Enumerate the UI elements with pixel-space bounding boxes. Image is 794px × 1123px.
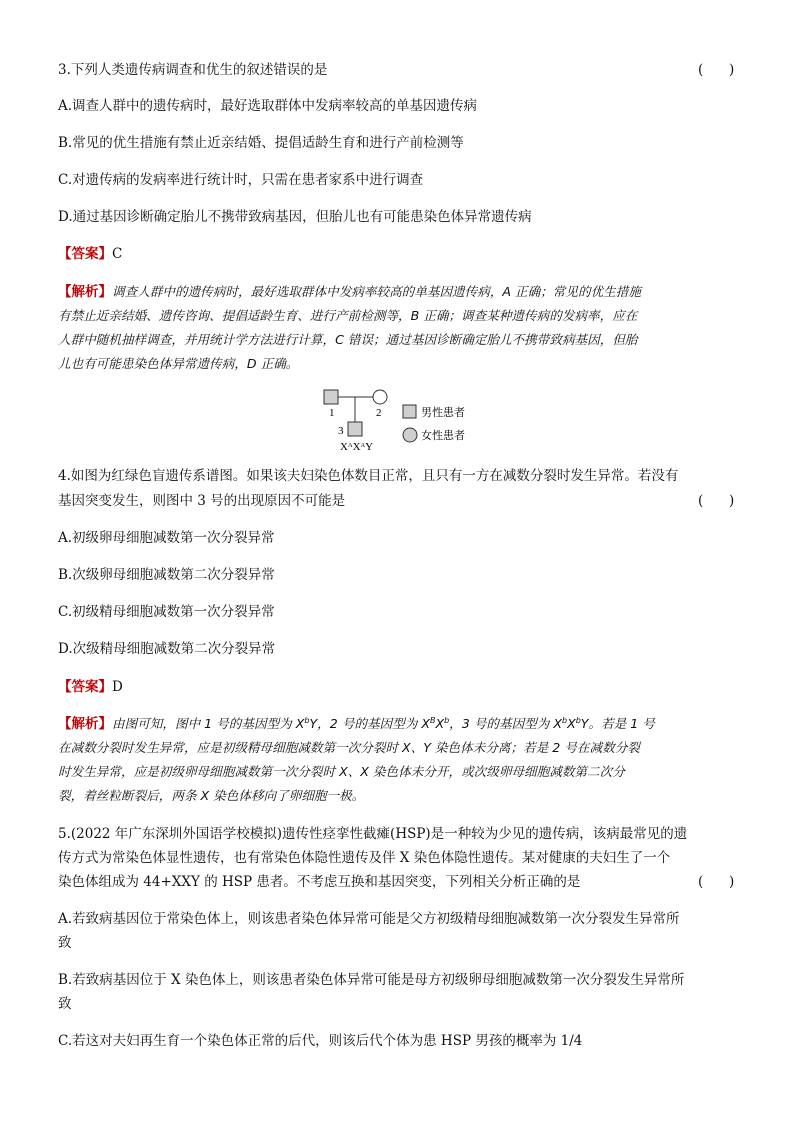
legend-female-symbol (403, 428, 417, 442)
legend-female-label: 女性患者 (421, 430, 465, 442)
q5-option-a-line-1: A.若致病基因位于常染色体上，则该患者染色体异常可能是父方初级精母细胞减数第一次分裂发生异常所 (58, 911, 680, 927)
pedigree-diagram (320, 386, 480, 456)
q4-stem-line-2: 基因突变发生，则图中 3 号的出现原因不可能是 (58, 493, 346, 509)
pedigree-label-2: 2 (376, 407, 382, 419)
q4-explanation-line-1: 【解析】由图可知，图中 1 号的基因型为 $X^bY$，2 号的基因型为 $X^BX^b$，3 号的基因型为 $X^bX^bY$。若是 1 号 (58, 715, 655, 732)
legend-male-label: 男性患者 (421, 407, 465, 419)
q3-explanation-line-4: 儿也有可能患染色体异常遗传病，D 正确。 (58, 356, 299, 371)
q3-answer-bracket: ( ) (698, 62, 735, 78)
q4-stem-line-1: 4.如图为红绿色盲遗传系谱图。如果该夫妇染色体数目正常，且只有一方在减数分裂时发生异常。若没有 (58, 468, 679, 484)
q4-option-b: B.次级卵母细胞减数第二次分裂异常 (58, 567, 275, 583)
q4-answer (58, 677, 123, 697)
answer-label: 【答案】 (58, 679, 112, 695)
q5-option-c: C.若这对夫妇再生育一个染色体正常的后代，则该后代个体为患 HSP 男孩的概率为 1/4 (58, 1033, 583, 1049)
q5-option-a-line-2: 致 (58, 935, 72, 951)
q3-option-c: C.对遗传病的发病率进行统计时，只需在患者家系中进行调查 (58, 172, 424, 188)
q5-stem-line-3: 染色体组成为 44+XXY 的 HSP 患者。不考虑互换和基因突变，下列相关分析正确的是 (58, 874, 581, 890)
male-patient-3-symbol (348, 422, 362, 436)
q5-stem-line-1: 5.(2022 年广东深圳外国语学校模拟)遗传性痉挛性截瘫(HSP)是一种较为少见的遗传病，该病最常见的遗 (58, 826, 688, 842)
pedigree-label-3: 3 (338, 425, 344, 437)
female-2-symbol (373, 390, 387, 404)
q4-explanation-line-4: 裂，着丝粒断裂后，两条 X 染色体移向了卵细胞一极。 (58, 788, 365, 803)
q5-stem-line-2: 传方式为常染色体显性遗传，也有常染色体隐性遗传及伴 X 染色体隐性遗传。某对健康的夫妇生了一个 (58, 850, 671, 866)
q5-answer-bracket: ( ) (698, 874, 735, 890)
q3-option-a: A.调查人群中的遗传病时，最好选取群体中发病率较高的单基因遗传病 (58, 98, 478, 114)
q4-option-d: D.次级精母细胞减数第二次分裂异常 (58, 641, 276, 657)
q3-option-b: B.常见的优生措施有禁止近亲结婚、提倡适龄生育和进行产前检测等 (58, 135, 464, 151)
q3-answer (58, 244, 122, 264)
q5-option-b-line-1: B.若致病基因位于 X 染色体上，则该患者染色体异常可能是母方初级卵母细胞减数第一次分裂发生异常所 (58, 972, 685, 988)
q3-explanation-line-2: 有禁止近亲结婚、遗传咨询、提倡适龄生育、进行产前检测等，B 正确；调查某种遗传病的发病率，应在 (58, 308, 638, 323)
q3-explanation-line-1: 【解析】调查人群中的遗传病时，最好选取群体中发病率较高的单基因遗传病，A 正确；常见的优生措施 (58, 284, 641, 300)
pedigree-label-1: 1 (329, 407, 335, 419)
q3-explanation-line-3: 人群中随机抽样调查，并用统计学方法进行计算，C 错误；通过基因诊断确定胎儿不携带致病基因，但胎 (58, 332, 638, 347)
legend-male-symbol (403, 405, 416, 418)
explanation-label: 【解析】 (58, 716, 112, 732)
genotype-label: XᴬXᴬY (340, 441, 374, 453)
q4-option-c: C.初级精母细胞减数第一次分裂异常 (58, 604, 275, 620)
q4-answer-bracket: ( ) (698, 493, 735, 509)
q4-option-a: A.初级卵母细胞减数第一次分裂异常 (58, 530, 275, 546)
answer-value: D (112, 679, 123, 695)
q5-option-b-line-2: 致 (58, 996, 72, 1012)
male-patient-1-symbol (324, 390, 338, 404)
q3-option-d: D.通过基因诊断确定胎儿不携带致病基因，但胎儿也有可能患染色体异常遗传病 (58, 209, 532, 225)
q3-stem: 3.下列人类遗传病调查和优生的叙述错误的是 (58, 62, 328, 78)
q4-explanation-line-2: 在减数分裂时发生异常，应是初级精母细胞减数第一次分裂时 X、Y 染色体未分离；若是 2 号在减数分裂 (58, 740, 640, 755)
q4-explanation-line-3: 时发生异常，应是初级卵母细胞减数第一次分裂时 X、X 染色体未分开，或次级卵母细胞减数第二次分 (58, 764, 625, 779)
explanation-label: 【解析】 (58, 284, 112, 300)
answer-label: 【答案】 (58, 246, 112, 262)
answer-value: C (112, 246, 123, 262)
